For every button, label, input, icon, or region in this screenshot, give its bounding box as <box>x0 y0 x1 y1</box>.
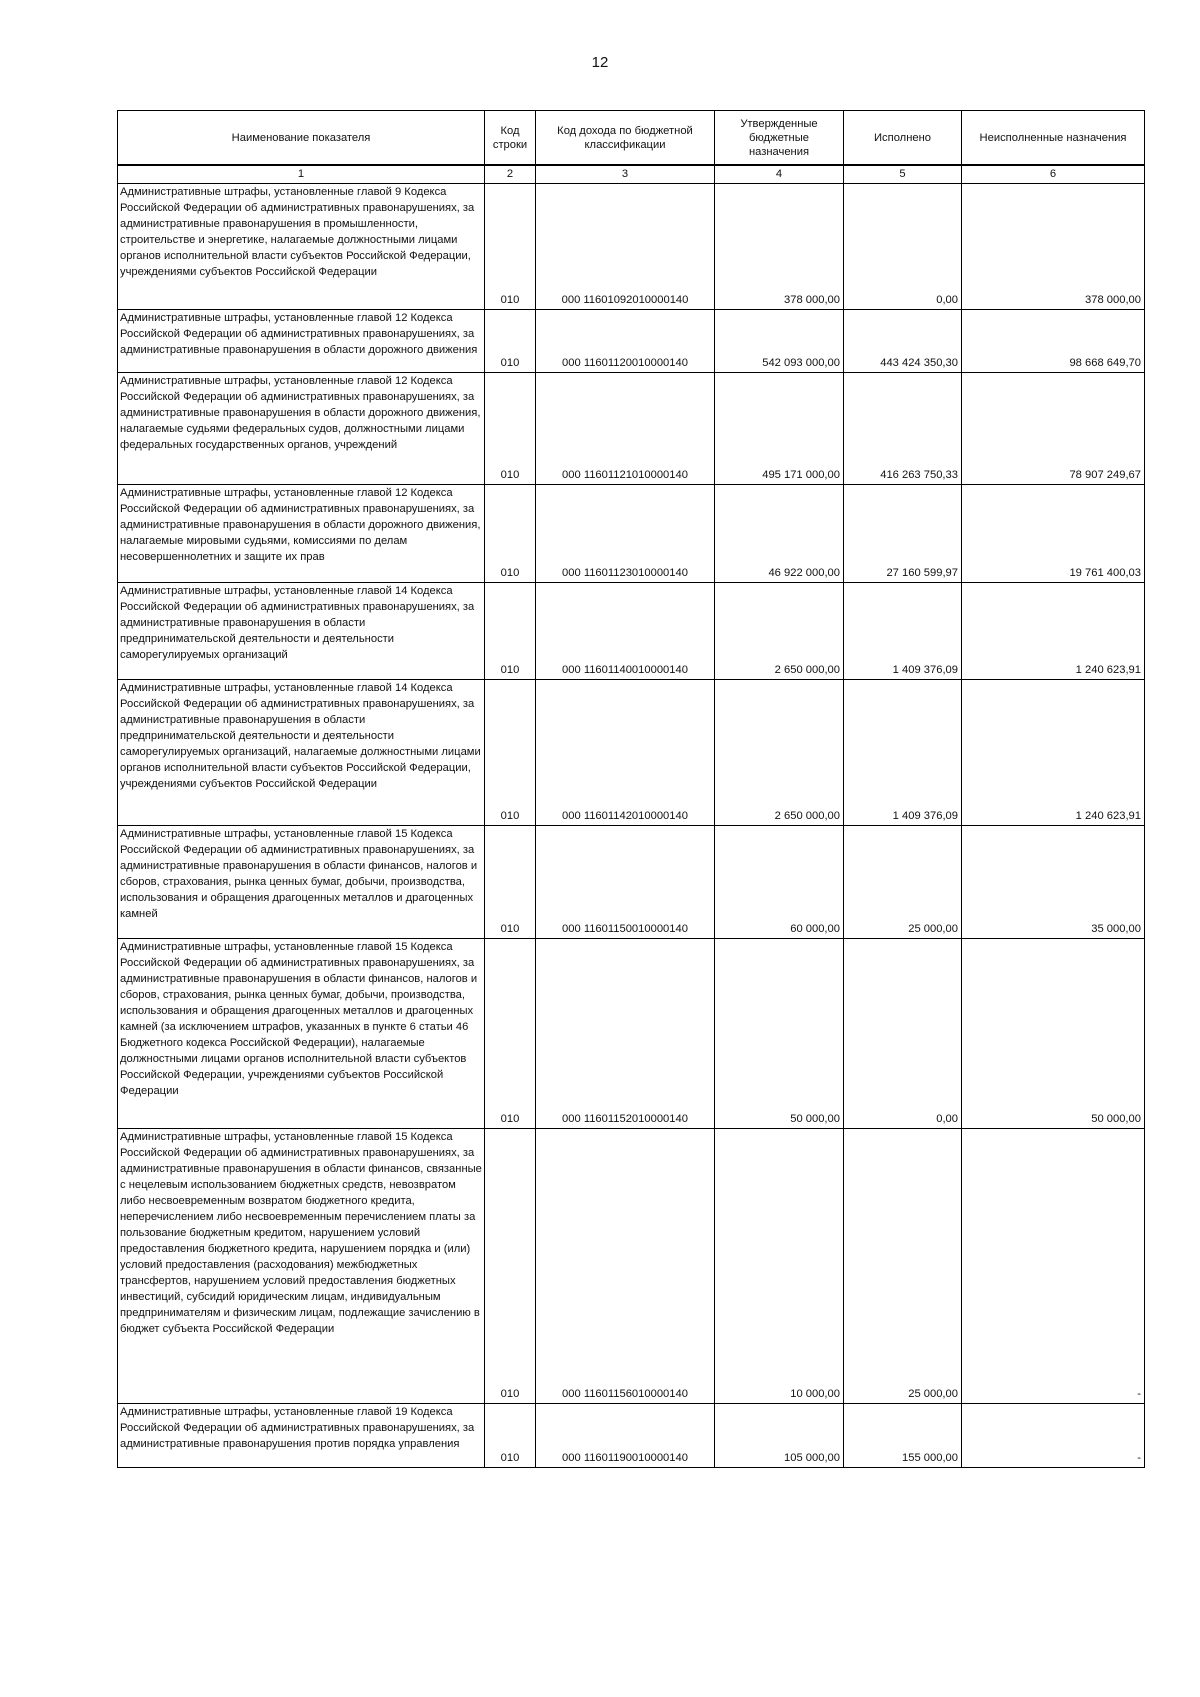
table-row <box>118 826 1145 939</box>
line-code-cell: 010 <box>485 826 536 939</box>
column-number: 6 <box>962 165 1145 184</box>
executed-amount-cell: 0,00 <box>844 939 962 1129</box>
column-number: 1 <box>118 165 485 184</box>
header-row <box>118 111 1145 166</box>
indicator-name-cell: Административные штрафы, установленные главой 19 Кодекса Российской Федерации об административных правонарушениях, за административные правонарушения против порядка управления <box>118 1404 485 1468</box>
line-code-cell: 010 <box>485 680 536 826</box>
header-indicator-name: Наименование показателя <box>118 111 485 166</box>
approved-amount-cell: 10 000,00 <box>715 1129 844 1404</box>
line-code-cell: 010 <box>485 310 536 373</box>
indicator-name-cell: Административные штрафы, установленные главой 14 Кодекса Российской Федерации об административных правонарушениях, за административные правонарушения в области предпринимательской деятельности и деятельности саморегулируемых организаций <box>118 583 485 680</box>
indicator-name-cell: Административные штрафы, установленные главой 15 Кодекса Российской Федерации об административных правонарушениях, за административные правонарушения в области финансов, налогов и сборов, страхования, рынка ценных бумаг, добычи, производства, использования и обращения драгоценных металлов и драгоценных камней <box>118 826 485 939</box>
executed-amount-cell: 25 000,00 <box>844 826 962 939</box>
table-row <box>118 485 1145 583</box>
executed-amount-cell: 416 263 750,33 <box>844 373 962 485</box>
approved-amount-cell: 542 093 000,00 <box>715 310 844 373</box>
header-approved: Утвержденные бюджетные назначения <box>715 111 844 166</box>
table-row <box>118 373 1145 485</box>
unexecuted-amount-cell: 1 240 623,91 <box>962 680 1145 826</box>
line-code-cell: 010 <box>485 184 536 310</box>
table-row <box>118 939 1145 1129</box>
line-code-cell: 010 <box>485 583 536 680</box>
line-code-cell: 010 <box>485 373 536 485</box>
table-row <box>118 1129 1145 1404</box>
column-numbers-row <box>118 165 1145 184</box>
line-code-cell: 010 <box>485 939 536 1129</box>
unexecuted-amount-cell: 35 000,00 <box>962 826 1145 939</box>
executed-amount-cell: 1 409 376,09 <box>844 583 962 680</box>
table-row <box>118 583 1145 680</box>
approved-amount-cell: 50 000,00 <box>715 939 844 1129</box>
executed-amount-cell: 155 000,00 <box>844 1404 962 1468</box>
indicator-name-cell: Административные штрафы, установленные главой 12 Кодекса Российской Федерации об административных правонарушениях, за административные правонарушения в области дорожного движения, налагаемые мировыми судьями, комиссиями по делам несовершеннолетних и защите их прав <box>118 485 485 583</box>
header-line-code: Код строки <box>485 111 536 166</box>
executed-amount-cell: 1 409 376,09 <box>844 680 962 826</box>
page-number: 12 <box>591 54 609 71</box>
unexecuted-amount-cell: 1 240 623,91 <box>962 583 1145 680</box>
table-row <box>118 1404 1145 1468</box>
approved-amount-cell: 60 000,00 <box>715 826 844 939</box>
income-code-cell: 000 11601142010000140 <box>536 680 715 826</box>
table-row <box>118 680 1145 826</box>
indicator-name-cell: Административные штрафы, установленные главой 12 Кодекса Российской Федерации об административных правонарушениях, за административные правонарушения в области дорожного движения, налагаемые судьями федеральных судов, должностными лицами федеральных государственных органов, учреждений <box>118 373 485 485</box>
income-code-cell: 000 11601120010000140 <box>536 310 715 373</box>
income-code-cell: 000 11601156010000140 <box>536 1129 715 1404</box>
executed-amount-cell: 443 424 350,30 <box>844 310 962 373</box>
column-number: 5 <box>844 165 962 184</box>
approved-amount-cell: 105 000,00 <box>715 1404 844 1468</box>
income-code-cell: 000 11601092010000140 <box>536 184 715 310</box>
income-code-cell: 000 11601150010000140 <box>536 826 715 939</box>
line-code-cell: 010 <box>485 485 536 583</box>
column-number: 2 <box>485 165 536 184</box>
header-unexecuted: Неисполненные назначения <box>962 111 1145 166</box>
unexecuted-amount-cell: 19 761 400,03 <box>962 485 1145 583</box>
unexecuted-amount-cell: 50 000,00 <box>962 939 1145 1129</box>
unexecuted-amount-cell: - <box>962 1129 1145 1404</box>
unexecuted-amount-cell: - <box>962 1404 1145 1468</box>
line-code-cell: 010 <box>485 1404 536 1468</box>
income-code-cell: 000 11601190010000140 <box>536 1404 715 1468</box>
income-code-cell: 000 11601121010000140 <box>536 373 715 485</box>
income-code-cell: 000 11601123010000140 <box>536 485 715 583</box>
approved-amount-cell: 2 650 000,00 <box>715 680 844 826</box>
column-number: 4 <box>715 165 844 184</box>
indicator-name-cell: Административные штрафы, установленные главой 15 Кодекса Российской Федерации об административных правонарушениях, за административные правонарушения в области финансов, связанные с нецелевым использованием бюджетных средств, невозвратом либо несвоевременным возвратом бюджетного кредита, неперечислением либо несвоевременным перечислением платы за пользование бюджетным кредитом, нарушением условий предоставления бюджетного кредита, нарушением порядка и (или) условий предоставления (расходования) межбюджетных трансфертов, нарушением условий предоставления бюджетных инвестиций, субсидий юридическим лицам, индивидуальным предпринимателям и физическим лицам, подлежащие зачислению в бюджет субъекта Российской Федерации <box>118 1129 485 1404</box>
header-income-code: Код дохода по бюджетной классификации <box>536 111 715 166</box>
unexecuted-amount-cell: 98 668 649,70 <box>962 310 1145 373</box>
table-row <box>118 184 1145 310</box>
executed-amount-cell: 0,00 <box>844 184 962 310</box>
indicator-name-cell: Административные штрафы, установленные главой 14 Кодекса Российской Федерации об административных правонарушениях, за административные правонарушения в области предпринимательской деятельности и деятельности саморегулируемых организаций, налагаемые должностными лицами органов исполнительной власти субъектов Российской Федерации, учреждениями субъектов Российской Федерации <box>118 680 485 826</box>
approved-amount-cell: 378 000,00 <box>715 184 844 310</box>
executed-amount-cell: 27 160 599,97 <box>844 485 962 583</box>
approved-amount-cell: 495 171 000,00 <box>715 373 844 485</box>
executed-amount-cell: 25 000,00 <box>844 1129 962 1404</box>
unexecuted-amount-cell: 78 907 249,67 <box>962 373 1145 485</box>
column-number: 3 <box>536 165 715 184</box>
line-code-cell: 010 <box>485 1129 536 1404</box>
income-code-cell: 000 11601152010000140 <box>536 939 715 1129</box>
unexecuted-amount-cell: 378 000,00 <box>962 184 1145 310</box>
budget-execution-table <box>117 110 1145 1468</box>
table-row <box>118 310 1145 373</box>
indicator-name-cell: Административные штрафы, установленные главой 9 Кодекса Российской Федерации об административных правонарушениях, за административные правонарушения в промышленности, строительстве и энергетике, налагаемые должностными лицами органов исполнительной власти субъектов Российской Федерации, учреждениями субъектов Российской Федерации <box>118 184 485 310</box>
approved-amount-cell: 46 922 000,00 <box>715 485 844 583</box>
indicator-name-cell: Административные штрафы, установленные главой 12 Кодекса Российской Федерации об административных правонарушениях, за административные правонарушения в области дорожного движения <box>118 310 485 373</box>
header-executed: Исполнено <box>844 111 962 166</box>
approved-amount-cell: 2 650 000,00 <box>715 583 844 680</box>
income-code-cell: 000 11601140010000140 <box>536 583 715 680</box>
indicator-name-cell: Административные штрафы, установленные главой 15 Кодекса Российской Федерации об административных правонарушениях, за административные правонарушения в области финансов, налогов и сборов, страхования, рынка ценных бумаг, добычи, производства, использования и обращения драгоценных металлов и драгоценных камней (за исключением штрафов, указанных в пункте 6 статьи 46 Бюджетного кодекса Российской Федерации), налагаемые должностными лицами органов исполнительной власти субъектов Российской Федерации, учреждениями субъектов Российской Федерации <box>118 939 485 1129</box>
